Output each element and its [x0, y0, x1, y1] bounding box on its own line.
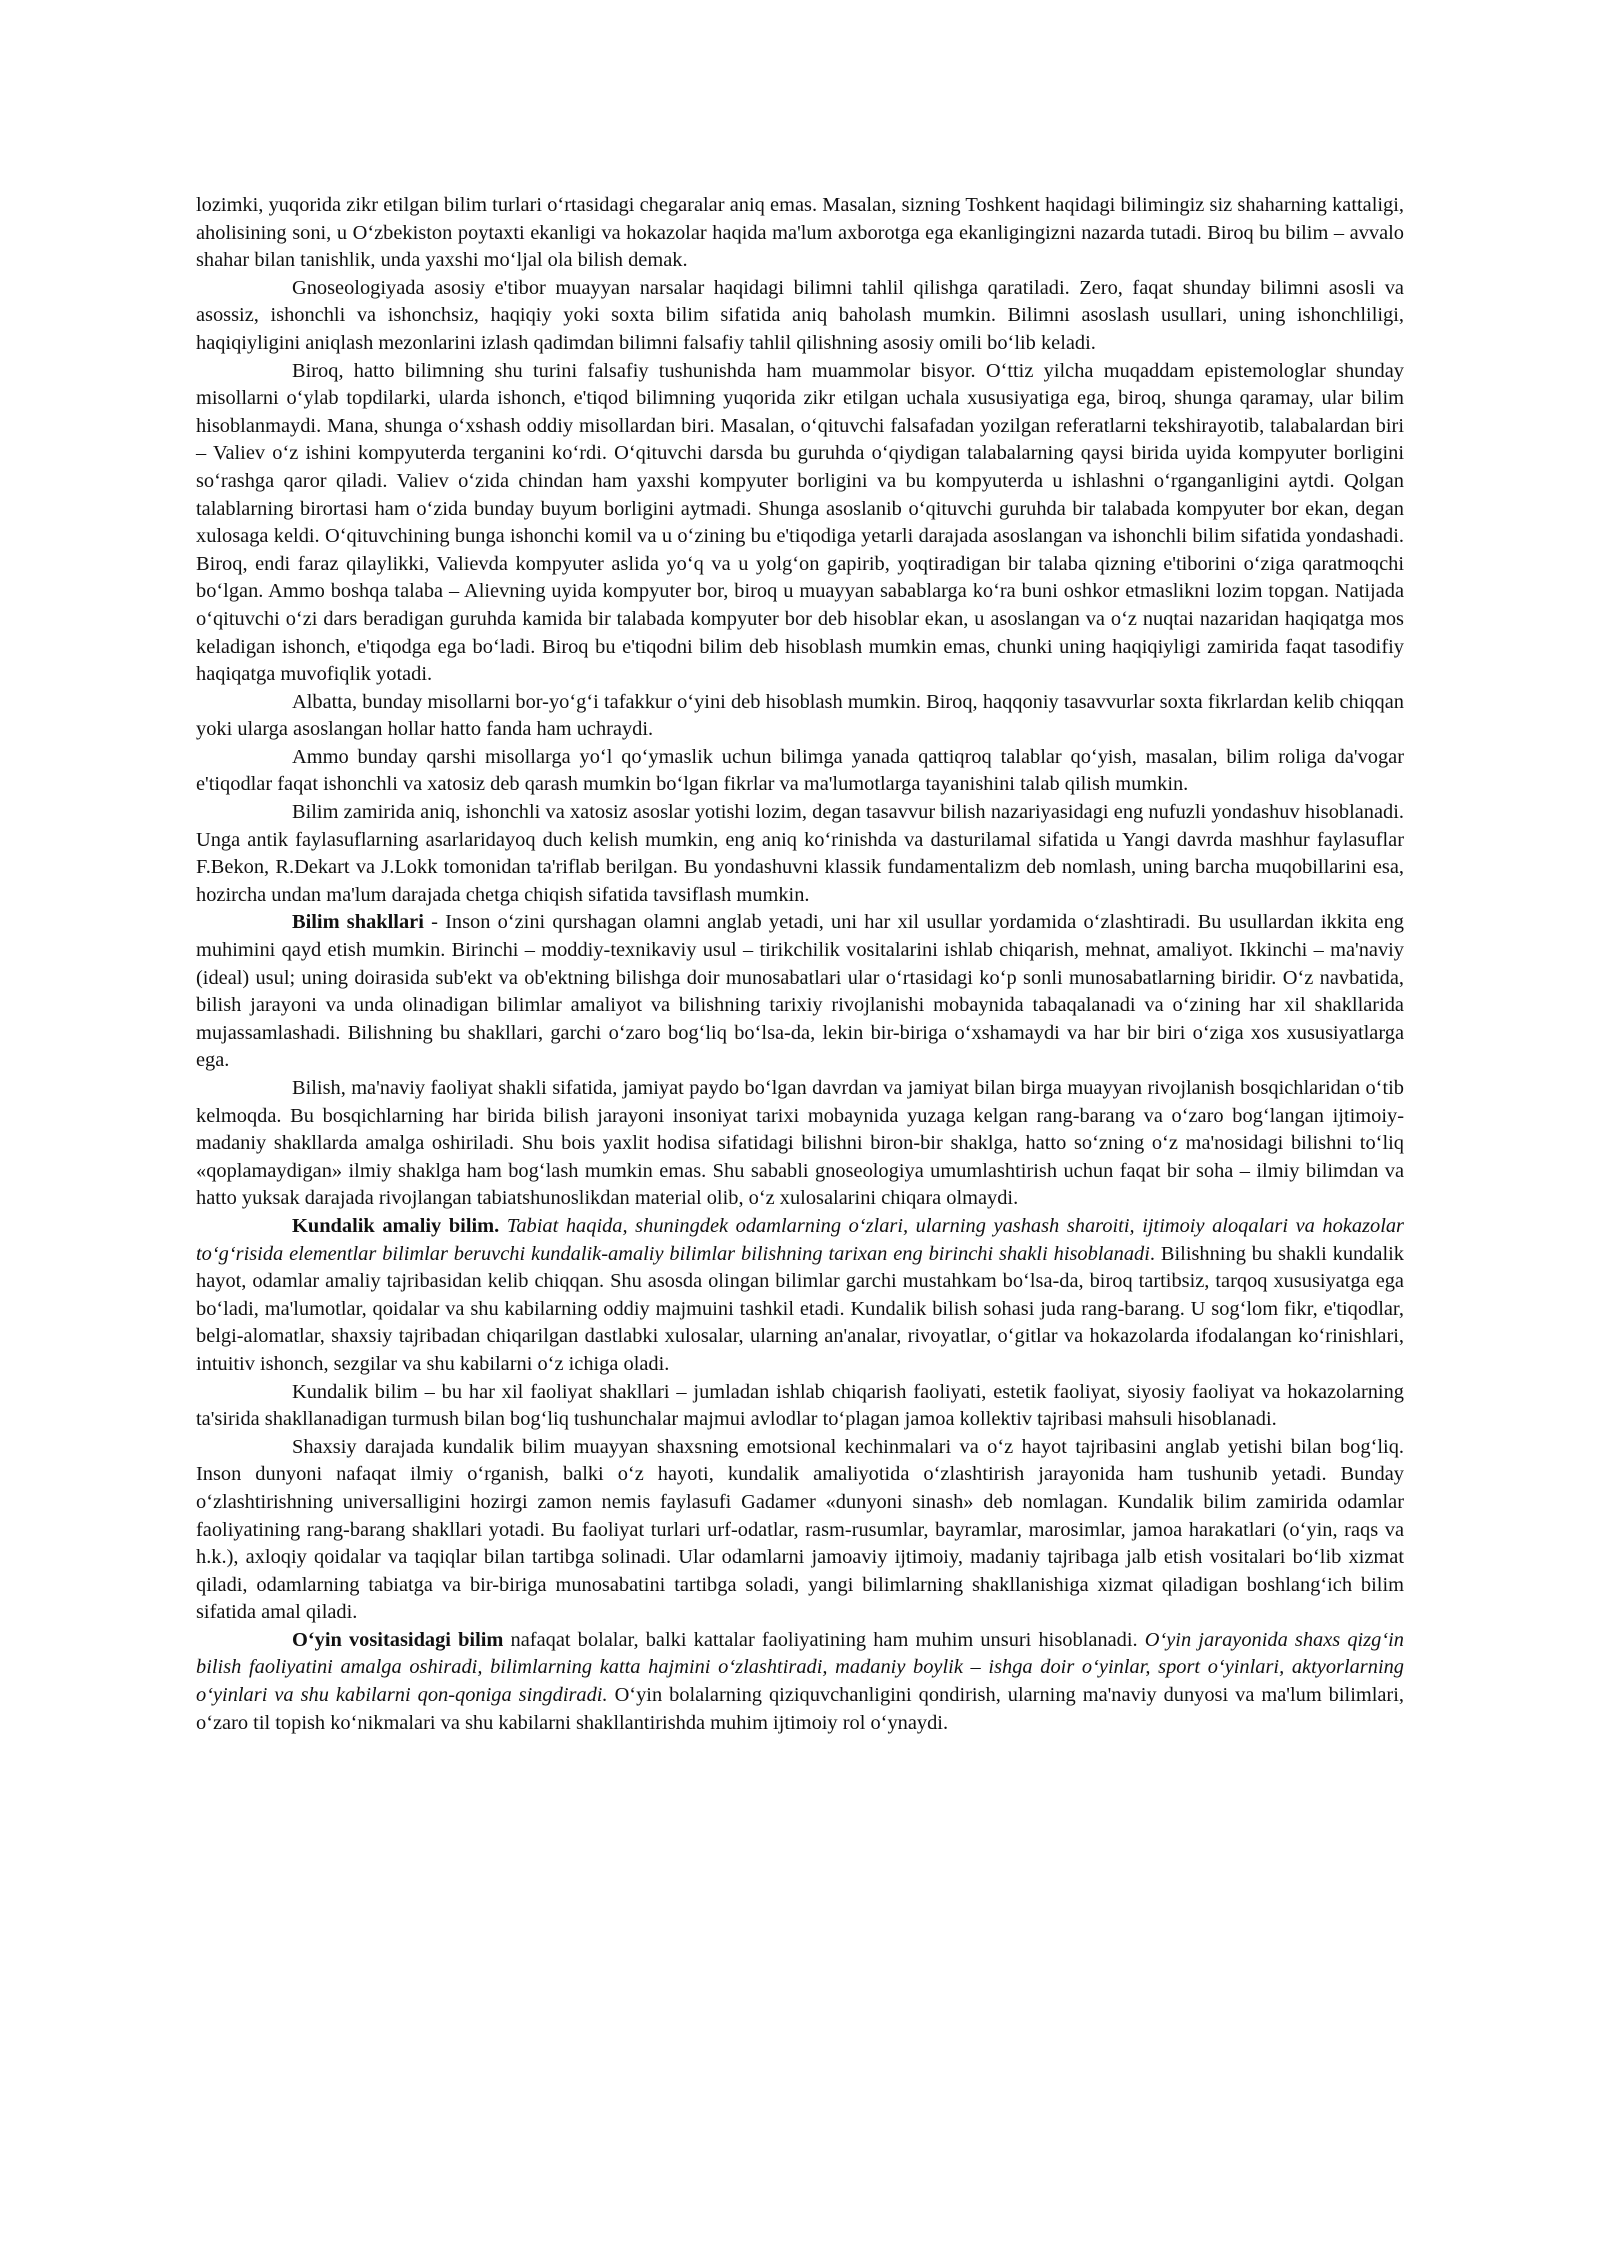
paragraph-text: Kundalik bilim – bu har xil faoliyat shakllari – jumladan ishlab chiqarish faoliyati, estetik faoliyat, siyosiy faoliyat va hokazolarning ta'sirida shakllanadigan turmush bilan bogʻliq tushunchalar majmui avlodlar toʻplagan jamoa kollektiv tajribasi mahsuli hisoblanadi. [196, 1380, 1404, 1431]
paragraph-text [499, 1215, 507, 1237]
paragraph [196, 275, 1404, 358]
paragraph-text: nafaqat bolalar, balki kattalar faoliyatining ham muhim unsuri hisoblanadi. [503, 1628, 1145, 1651]
paragraph [196, 192, 1404, 275]
paragraph-text: Albatta, bunday misollarni bor-yoʻgʻi tafakkur oʻyini deb hisoblash mumkin. Biroq, haqqoniy tasavvurlar soxta fikrlardan kelib chiqqan yoki ularga asoslangan hollar hatto fanda ham uchraydi. [196, 690, 1404, 741]
paragraph [196, 1434, 1404, 1627]
paragraph-text: Gnoseologiyada asosiy e'tibor muayyan narsalar haqidagi bilimni tahlil qilishga qaratiladi. Zero, faqat shunday bilimni asosli va asossiz, ishonchli va ishonchsiz, haqiqiy yoki soxta bilim sifatida aniq baholash mumkin. Bilimni asoslash usullari, uning ishonchliligi, haqiqiyligini aniqlash mezonlarini izlash qadimdan bilimni falsafiy tahlil qilishning asosiy omili boʻlib keladi. [196, 276, 1404, 354]
bold-term: Kundalik amaliy bilim. [292, 1214, 500, 1237]
paragraph-text: Oʻyin bolalarning qiziquvchanligini qondirish, ularning ma'naviy dunyosi va ma'lum bilimlari, oʻzaro til topish koʻnikmalari va shu kabilarni shakllantirishda muhim ijtimoiy rol oʻynaydi. [196, 1684, 1404, 1734]
paragraph-text: . Bilishning bu shakli kundalik hayot, odamlar amaliy tajribasidan kelib chiqqan. Shu asosda olingan bilimlar garchi mustahkam boʻlsa-da, biroq tartibsiz, tarqoq xususiyatga ega boʻladi, ma'lumotlar, qoidalar va shu kabilarning oddiy majmuini tashkil etadi. Kundalik bilish sohasi juda rang-barang. U sogʻlom fikr, e'tiqodlar, belgi-alomatlar, shaxsiy tajribadan chiqarilgan dastlabki xulosalar, ularning an'analar, rivoyatlar, oʻgitlar va hokazolarda ifodalangan koʻrinishlari, intuitiv ishonch, sezgilar va shu kabilarni oʻz ichiga oladi. [196, 1242, 1404, 1375]
bold-term: Bilim shakllari [292, 911, 424, 934]
paragraph [196, 1213, 1404, 1379]
paragraph [196, 909, 1404, 1075]
paragraph-text: Bilish, ma'naviy faoliyat shakli sifatida, jamiyat paydo boʻlgan davrdan va jamiyat bilan birga muayyan rivojlanish bosqichlaridan oʻtib kelmoqda. Bu bosqichlarning har birida bilish jarayoni insoniyat tarixi mobaynida yuzaga kelgan rang-barang va oʻzaro bogʻlangan ijtimoiy-madaniy shakllarda amalga oshiriladi. Shu bois yaxlit hodisa sifatidagi bilishni biron-bir shaklga, hatto soʻzning oʻz ma'nosidagi bilishni toʻliq «qoplamaydigan» ilmiy shaklga ham bogʻlash mumkin emas. Shu sababli gnoseologiya umumlashtirish uchun faqat bir soha – ilmiy bilimdan va hatto yuksak darajada rivojlangan tabiatshunoslikdan material olib, oʻz xulosalarini chiqara olmaydi. [196, 1077, 1404, 1210]
paragraph [196, 799, 1404, 909]
paragraph [196, 689, 1404, 744]
italic-text: Tabiat haqida, shuningdek odamlarning oʻzlari, ularning yashash sharoiti, ijtimoiy aloqalari va hokazolar toʻgʻrisida elementlar bilimlar beruvchi kundalik-amaliy bilimlar bilishning tarixan eng birinchi shakli hisoblanadi [196, 1214, 1404, 1265]
paragraph-text: lozimki, yuqorida zikr etilgan bilim turlari oʻrtasidagi chegaralar aniq emas. Masalan, sizning Toshkent haqidagi bilimingiz siz shaharning kattaligi, aholisining soni, u Oʻzbekiston poytaxti ekanligi va hokazolar haqida ma'lum axborotga ega ekanligingizni nazarda tutadi. Biroq bu bilim – avvalo shahar bilan tanishlik, unda yaxshi moʻljal ola bilish demak. [196, 194, 1404, 272]
paragraph [196, 1379, 1404, 1434]
paragraph-text: Ammo bunday qarshi misollarga yoʻl qoʻymaslik uchun bilimga yanada qattiqroq talablar qoʻyish, masalan, bilim roliga da'vogar e'tiqodlar faqat ishonchli va xatosiz deb qarash mumkin boʻlgan fikrlar va ma'lumotlarga tayanishini talab qilish mumkin. [196, 745, 1404, 796]
paragraph-text: - Inson oʻzini qurshagan olamni anglab yetadi, uni har xil usullar yordamida oʻzlashtiradi. Bu usullardan ikkita eng muhimini qayd etish mumkin. Birinchi – moddiy-texnikaviy usul – tirikchilik vositalarini ishlab chiqarish, mehnat, amaliyot. Ikkinchi – ma'naviy (ideal) usul; uning doirasida sub'ekt va ob'ektning bilishga doir munosabatlari ular oʻrtasidagi koʻp sonli munosabatlarning biridir. Oʻz navbatida, bilish jarayoni va unda olinadigan bilimlar amaliyot va bilishning tarixiy rivojlanishi mobaynida tabaqalanadi va oʻzining har xil shakllarida mujassamlashadi. Bilishning bu shakllari, garchi oʻzaro bogʻliq boʻlsa-da, lekin bir-biriga oʻxshamaydi va har bir biri oʻziga xos xususiyatlarga ega. [196, 911, 1404, 1072]
paragraph-text: Biroq, hatto bilimning shu turini falsafiy tushunishda ham muammolar bisyor. Oʻttiz yilcha muqaddam epistemologlar shunday misollarni oʻylab topdilarki, ularda ishonch, e'tiqod bilimning yuqorida zikr etilgan uchala xususiyatiga ega, biroq, shunga qaramay, ular bilim hisoblanmaydi. Mana, shunga oʻxshash oddiy misollardan biri. Masalan, oʻqituvchi falsafadan yozilgan referatlarni tekshirayotib, talabalardan biri – Valiev oʻz ishini kompyuterda terganini koʻrdi. Oʻqituvchi darsda bu guruhda oʻqiydigan talabalarning qaysi birida uyida kompyuter borligini soʻrashga qaror qiladi. Valiev oʻzida chindan ham yaxshi kompyuter borligini va bu kompyuterda u ishlashni oʻrganganligini aytdi. Qolgan talablarning birortasi ham oʻzida bunday buyum borligini aytmadi. Shunga asoslanib oʻqituvchi guruhda bir talabada kompyuter bor ekan, degan xulosaga keldi. Oʻqituvchining bunga ishonchi komil va u oʻzining bu e'tiqodiga yetarli darajada asoslangan va ishonchli bilim sifatida yondashadi. Biroq, endi faraz qilaylikki, Valievda kompyuter aslida yoʻq va u yolgʻon gapirib, yoqtiradigan bir talaba qizning e'tiborini oʻziga qaratmoqchi boʻlgan. Ammo boshqa talaba – Alievning uyida kompyuter bor, biroq u muayyan sabablarga koʻra buni oshkor etmaslikni lozim topgan. Natijada oʻqituvchi oʻzi dars beradigan guruhda kamida bir talabada kompyuter bor deb hisoblar ekan, u asoslangan va oʻz nuqtai nazaridan haqiqatga mos keladigan ishonch, e'tiqodga ega boʻladi. Biroq bu e'tiqodni bilim deb hisoblash mumkin emas, chunki uning haqiqiyligi zamirida faqat tasodifiy haqiqatga muvofiqlik yotadi. [196, 359, 1404, 686]
document-page [196, 192, 1404, 1737]
paragraph-text: Bilim zamirida aniq, ishonchli va xatosiz asoslar yotishi lozim, degan tasavvur bilish nazariyasidagi eng nufuzli yondashuv hisoblanadi. Unga antik faylasuflarning asarlaridayoq duch kelish mumkin, eng aniq koʻrinishda va dasturilamal sifatida u Yangi davrda mashhur faylasuflar F.Bekon, R.Dekart va J.Lokk tomonidan ta'riflab berilgan. Bu yondashuvni klassik fundamentalizm deb nomlash, uning barcha muqobillarini esa, hozircha undan ma'lum darajada chetga chiqish sifatida tavsiflash mumkin. [196, 801, 1404, 906]
paragraph [196, 358, 1404, 689]
bold-term: Oʻyin vositasidagi bilim [292, 1628, 504, 1651]
paragraph [196, 744, 1404, 799]
paragraph [196, 1075, 1404, 1213]
document-body [196, 192, 1404, 1737]
paragraph-text: Shaxsiy darajada kundalik bilim muayyan shaxsning emotsional kechinmalari va oʻz hayot tajribasini anglab yetishi bilan bogʻliq. Inson dunyoni nafaqat ilmiy oʻrganish, balki oʻz hayoti, kundalik amaliyotida oʻzlashtirish jarayonida ham tushunib yetadi. Bunday oʻzlashtirishning universalligini hozirgi zamon nemis faylasufi Gadamer «dunyoni sinash» deb nomlagan. Kundalik bilim zamirida odamlar faoliyatining rang-barang shakllari yotadi. Bu faoliyat turlari urf-odatlar, rasm-rusumlar, bayramlar, marosimlar, jamoa harakatlari (oʻyin, raqs va h.k.), axloqiy qoidalar va taqiqlar bilan tartibga solinadi. Ular odamlarni jamoaviy ijtimoiy, madaniy tajribaga jalb etish vositalari boʻlib xizmat qiladi, odamlarning tabiatga va bir-biriga munosabatini tartibga soladi, yangi bilimlarning shakllanishiga xizmat qiladigan boshlangʻich bilim sifatida amal qiladi. [196, 1435, 1404, 1624]
paragraph [196, 1627, 1404, 1737]
italic-text: Oʻyin jarayonida shaxs qizgʻin bilish faoliyatini amalga oshiradi, bilimlarning katta hajmini oʻzlashtiradi, madaniy boylik – ishga doir oʻyinlar, sport oʻyinlari, aktyorlarning oʻyinlari va shu kabilarni qon-qoniga singdiradi. [196, 1628, 1404, 1707]
